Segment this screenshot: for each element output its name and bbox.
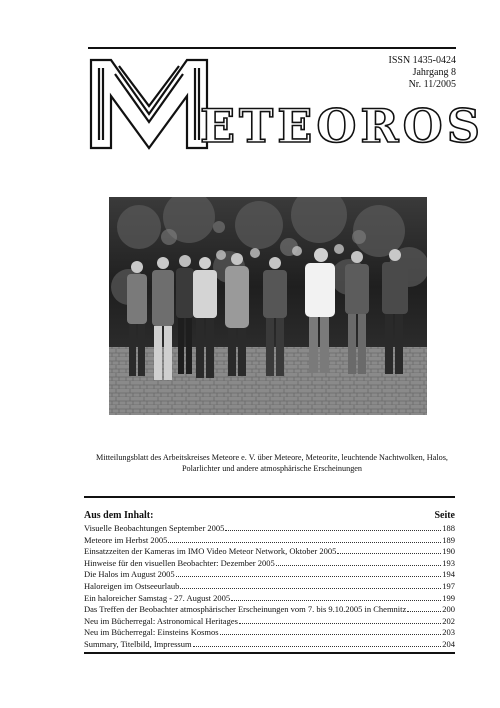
toc-leader-dots [220, 627, 442, 635]
issue-info [388, 55, 456, 91]
toc-entry-title: Ein haloreicher Samstag - 27. August 2005 [84, 592, 231, 603]
group-photo [109, 197, 427, 415]
toc-entry-title: Visuelle Beobachtungen September 2005 [84, 523, 225, 533]
toc-entry-title: Neu im Bücherregal: Astronomical Heritages [84, 615, 238, 626]
caption [82, 453, 462, 474]
issue-number: Nr. 11/2005 [408, 79, 456, 90]
toc-entry [84, 639, 455, 651]
toc-entry-title: Das Treffen der Beobachter atmosphärischer Erscheinungen vom 7. bis 9.10.2005 in Chemnitz [84, 604, 407, 615]
toc-entry-page: 202 [442, 615, 455, 626]
toc-entry-title: Neu im Bücherregal: Einsteins Kosmos [84, 627, 219, 638]
toc-entry-title: Haloreigen im Ostseeurlaub [84, 580, 180, 591]
toc-entry [84, 569, 455, 581]
toc-leader-dots [225, 523, 441, 531]
masthead-title: ETEOROS [200, 99, 484, 153]
toc-header [84, 510, 455, 522]
toc-entry [84, 523, 455, 535]
toc-entry [84, 581, 455, 593]
toc-entry-page: 190 [442, 546, 455, 557]
toc-entry [84, 546, 455, 558]
toc-leader-dots [337, 546, 441, 554]
toc-entry [84, 627, 455, 639]
toc-entry-page: 197 [442, 580, 455, 591]
toc-leader-dots [193, 639, 442, 647]
toc-entry-page: 193 [442, 557, 455, 568]
toc-entry-page: 199 [442, 592, 455, 603]
toc-leader-dots [168, 535, 441, 543]
toc-entry-title: Einsatzzeiten der Kameras im IMO Video Meteor Network, Oktober 2005 [84, 546, 337, 557]
volume: Jahrgang 8 [412, 67, 456, 78]
toc-entry-page: 194 [442, 569, 455, 580]
toc-entry-title: Die Halos im August 2005 [84, 569, 175, 580]
table-of-contents [84, 510, 455, 651]
toc-entry [84, 535, 455, 547]
toc-bottom-rule [84, 652, 455, 654]
caption-line-2: Polarlichter und andere atmosphärische Erscheinungen [181, 463, 363, 473]
toc-entry-page: 188 [442, 523, 455, 533]
toc-entry [84, 616, 455, 628]
toc-entry-title: Summary, Titelbild, Impressum [84, 638, 192, 649]
toc-leader-dots [176, 569, 442, 577]
toc-entry [84, 604, 455, 616]
toc-entry [84, 558, 455, 570]
issn: ISSN 1435-0424 [388, 55, 456, 66]
toc-leader-dots [231, 593, 441, 601]
toc-entry-title: Meteore im Herbst 2005 [84, 534, 168, 545]
caption-line-1: Mitteilungsblatt des Arbeitskreises Meteore e. V. über Meteore, Meteorite, leuchtende Nachtwolken, Halos, [96, 453, 448, 462]
toc-entry-page: 189 [442, 534, 455, 545]
top-rule [88, 47, 456, 49]
toc-entry-page: 204 [442, 638, 455, 649]
toc-leader-dots [180, 581, 441, 589]
toc-leader-dots [407, 604, 441, 612]
toc-list [84, 523, 455, 651]
toc-entry [84, 593, 455, 605]
toc-entry-title: Hinweise für den visuellen Beobachter: Dezember 2005 [84, 557, 275, 568]
toc-leader-dots [239, 616, 441, 624]
toc-heading: Aus dem Inhalt: [84, 510, 154, 521]
toc-leader-dots [276, 558, 442, 566]
toc-top-rule [84, 496, 455, 498]
toc-page-heading: Seite [434, 510, 455, 521]
toc-entry-page: 203 [442, 627, 455, 638]
meteoros-logo-icon [89, 56, 209, 152]
toc-entry-page: 200 [442, 604, 455, 615]
